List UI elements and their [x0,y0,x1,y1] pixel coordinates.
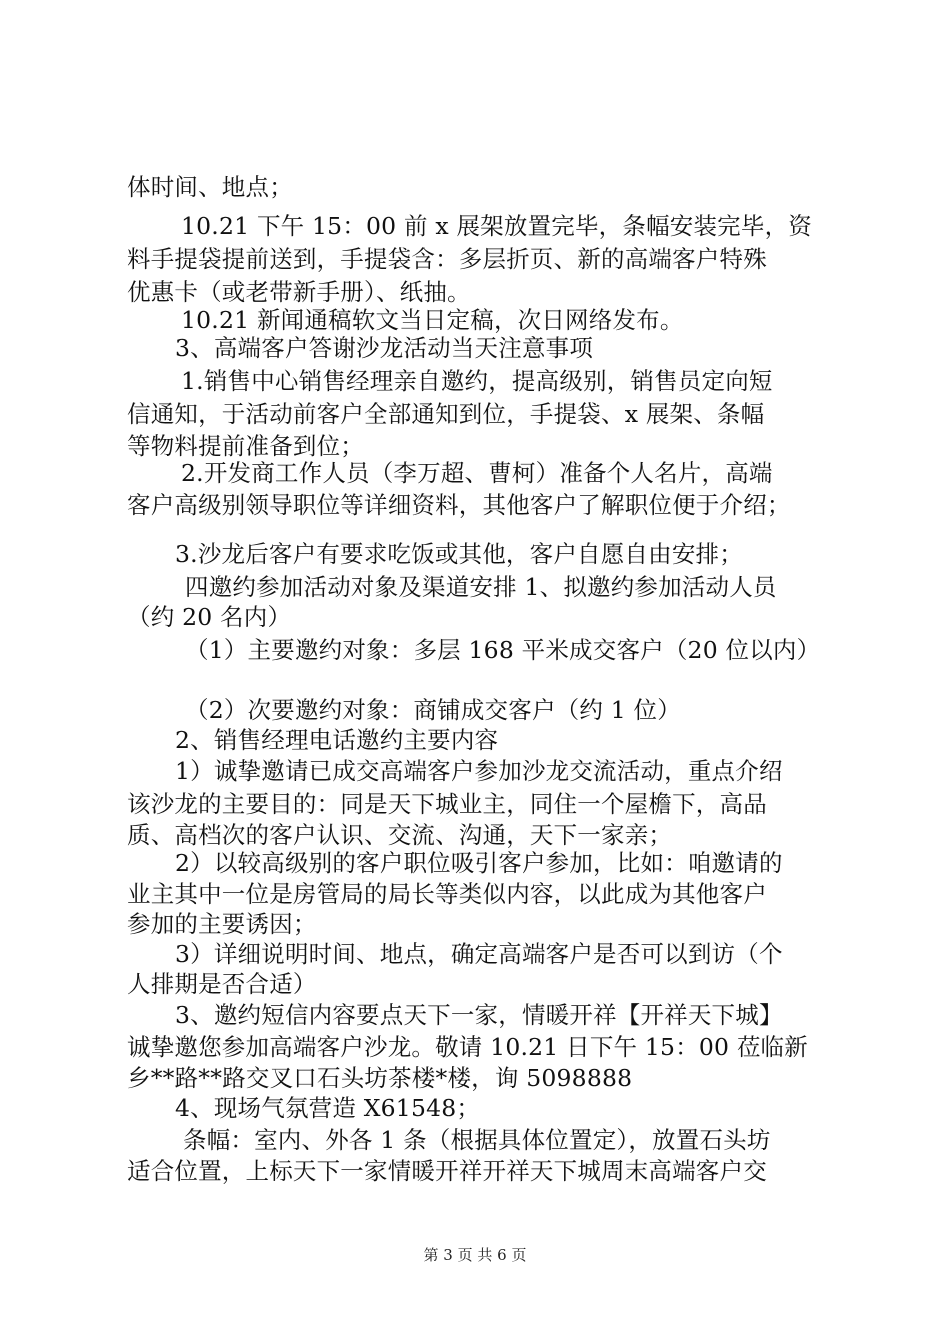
section-heading: 3、邀约短信内容要点天下一家，情暖开祥【开祥天下城】 [175,1001,783,1029]
text-line: 2）以较高级别的客户职位吸引客户参加，比如：咱邀请的 [175,849,783,877]
text-line: 业主其中一位是房管局的局长等类似内容，以此成为其他客户 [127,880,767,908]
section-heading: 四邀约参加活动对象及渠道安排 1、拟邀约参加活动人员 [185,573,777,601]
text-line: （约 20 名内） [127,603,292,631]
text-line: 2.开发商工作人员（李万超、曹柯）准备个人名片，高端 [181,459,773,487]
text-line: 人排期是否合适） [127,970,317,998]
text-line: 3）详细说明时间、地点，确定高端客户是否可以到访（个 [175,940,783,968]
section-heading: 4、现场气氛营造 X61548； [175,1094,481,1122]
text-line: 1.销售中心销售经理亲自邀约，提高级别，销售员定向短 [181,367,773,395]
text-line: 体时间、地点； [127,173,293,201]
text-line: 质、高档次的客户认识、交流、沟通，天下一家亲； [127,821,673,849]
text-line: 料手提袋提前送到，手提袋含：多层折页、新的高端客户特殊 [127,245,767,273]
page-number-label: 第 3 页 共 6 页 [423,1246,527,1264]
text-line: 乡**路**路交叉口石头坊茶楼*楼，询 5098888 [127,1064,633,1092]
text-line: 客户高级别领导职位等详细资料，其他客户了解职位便于介绍； [127,491,791,519]
text-line: （1）主要邀约对象：多层 168 平米成交客户（20 位以内） [185,636,821,664]
page-footer [0,1245,950,1265]
text-line: 优惠卡（或老带新手册）、纸抽。 [127,278,471,306]
text-line: 该沙龙的主要目的：同是天下城业主，同住一个屋檐下，高品 [127,790,767,818]
text-line: 等物料提前准备到位； [127,432,364,460]
text-line: 1）诚挚邀请已成交高端客户参加沙龙交流活动，重点介绍 [175,757,783,785]
text-line: （2）次要邀约对象：商铺成交客户（约 1 位） [185,696,681,724]
section-heading: 3、高端客户答谢沙龙活动当天注意事项 [175,334,594,362]
text-line: 10.21 新闻通稿软文当日定稿，次日网络发布。 [181,306,684,334]
text-line: 诚挚邀您参加高端客户沙龙。敬请 10.21 日下午 15：00 莅临新 [127,1033,808,1061]
text-line: 信通知，于活动前客户全部通知到位，手提袋、x 展架、条幅 [127,400,765,428]
text-line: 适合位置，上标天下一家情暖开祥开祥天下城周末高端客户交 [127,1157,767,1185]
text-line: 3.沙龙后客户有要求吃饭或其他，客户自愿自由安排； [175,540,743,568]
section-heading: 2、销售经理电话邀约主要内容 [175,726,499,754]
text-line: 参加的主要诱因； [127,910,317,938]
text-line: 10.21 下午 15：00 前 x 展架放置完毕，条幅安装完毕，资 [181,212,812,240]
text-line: 条幅：室内、外各 1 条（根据具体位置定），放置石头坊 [183,1126,771,1154]
